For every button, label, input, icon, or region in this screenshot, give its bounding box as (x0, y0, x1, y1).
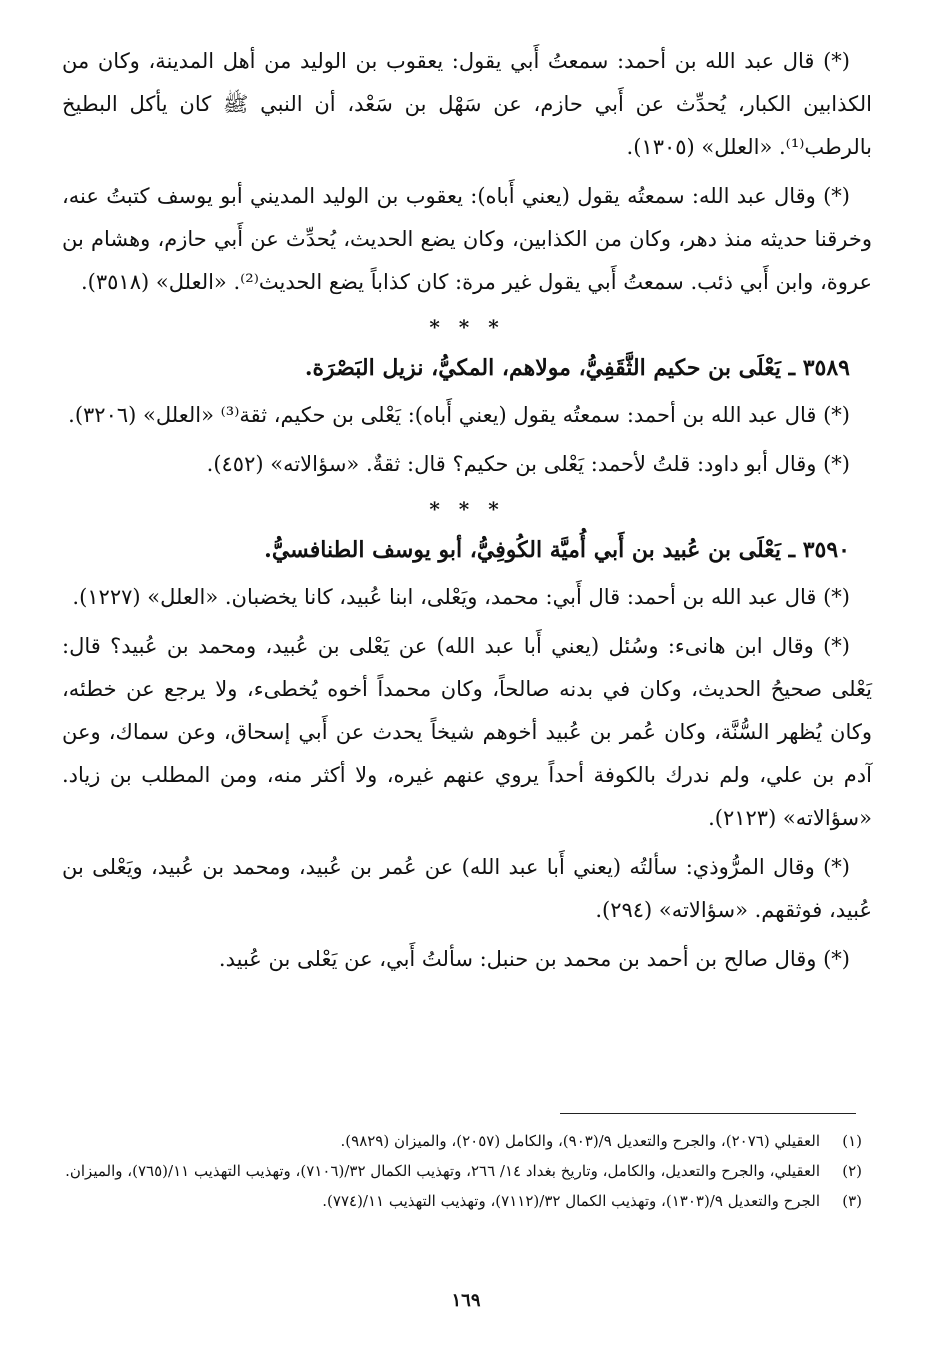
footnote-2 (62, 1156, 862, 1186)
footnote-1 (62, 1126, 862, 1156)
footnote-text: العقيلي، والجرح والتعديل، والكامل، وتاريخ بغداد ١٤/ ٢٦٦، وتهذيب الكمال ٣٢/(٧١٠٦)، وتهذيب التهذيب ١١/(٧٦٥)، والميزان. (65, 1162, 820, 1180)
entry-heading-3589: ٣٥٨٩ ـ يَعْلَى بن حكيم الثَّقَفِيُّ، مولاهم، المكيُّ، نزيل البَصْرَة. (304, 355, 850, 381)
footnote-number: (٢) (842, 1162, 862, 1180)
paragraph-2: (*) وقال عبد الله: سمعتُه يقول (يعني أَباه): يعقوب بن الوليد المديني أبو يوسف كتبتُ عنه، وخرقنا حديثه منذ دهر، وكان من الكذابين، وكان يضع الحديث، يُحدِّث عن أَبي حازم، وهشام بن عروة، وابن أَبي ذئب. سمعتُ أَبي يقول غير مرة: كان كذاباً يضع الحديث⁽²⁾. «العلل» (٣٥١٨). (62, 184, 872, 294)
section-separator: * * * (429, 497, 505, 521)
page-body (62, 40, 872, 987)
footnote-text: الجرح والتعديل ٩/(١٣٠٣)، وتهذيب الكمال ٣٢/(٧١١٢)، وتهذيب التهذيب ١١/(٧٧٤). (322, 1192, 820, 1210)
paragraph-8: (*) وقال صالح بن أحمد بن محمد بن حنبل: سألتُ أَبي، عن يَعْلى بن عُبيد. (218, 947, 850, 971)
paragraph-6: (*) وقال ابن هانىء: وسُئل (يعني أَبا عبد الله) عن يَعْلى بن عُبيد، ومحمد بن عُبيد؟ قال: يَعْلى صحيحُ الحديث، وكان في بدنه صالحاً، وكان محمداً أخوه يُخطىء، ولا يرجع عن خطئه، وكان يُظهر السُّنَّة، وكان عُمر بن عُبيد أخوهم شيخاً يحدث عن أَبي إسحاق، وعن سماك، وعن آدم بن علي، ولم ندرك بالكوفة أحداً يروي عنهم غيره، ولا أكثر منه، ومن المطلب بن زياد. «سؤالاته» (٢١٢٣). (62, 634, 872, 830)
footnote-divider (560, 1113, 856, 1114)
paragraph-5: (*) قال عبد الله بن أحمد: قال أَبي: محمد، ويَعْلى، ابنا عُبيد، كانا يخضبان. «العلل» (١٢٢٧). (72, 585, 850, 609)
paragraph-7: (*) وقال المرُّوذي: سألتُه (يعني أَبا عبد الله) عن عُمر بن عُبيد، ومحمد بن عُبيد، ويَعْلى بن عُبيد، فوثقهم. «سؤالاته» (٢٩٤). (62, 855, 872, 922)
paragraph-4: (*) وقال أبو داود: قلتُ لأحمد: يَعْلى بن حكيم؟ قال: ثقةٌ. «سؤالاته» (٤٥٢). (206, 452, 850, 476)
section-separator: * * * (429, 315, 505, 339)
footnotes (62, 1126, 862, 1216)
footnote-3 (62, 1186, 862, 1216)
page-number: ١٦٩ (451, 1290, 481, 1311)
entry-heading-3590: ٣٥٩٠ ـ يَعْلَى بن عُبيد بن أَبي أُميَّة الكُوفِيُّ، أبو يوسف الطنافسيُّ. (264, 537, 850, 563)
footnote-number: (٣) (842, 1192, 862, 1210)
paragraph-3: (*) قال عبد الله بن أحمد: سمعتُه يقول (يعني أَباه): يَعْلى بن حكيم، ثقة⁽³⁾ «العلل» (٣٢٠٦). (68, 403, 850, 427)
paragraph-1: (*) قال عبد الله بن أحمد: سمعتُ أَبي يقول: يعقوب بن الوليد من أهل المدينة، وكان من الكذابين الكبار، يُحدِّث عن أَبي حازم، عن سَهْل بن سَعْد، أن النبي ﷺ كان يأكل البطيخ بالرطب⁽¹⁾. «العلل» (١٣٠٥). (62, 49, 872, 159)
footnote-number: (١) (842, 1132, 862, 1150)
footnote-text: العقيلي (٢٠٧٦)، والجرح والتعديل ٩/(٩٠٣)، والكامل (٢٠٥٧)، والميزان (٩٨٢٩). (340, 1132, 820, 1150)
